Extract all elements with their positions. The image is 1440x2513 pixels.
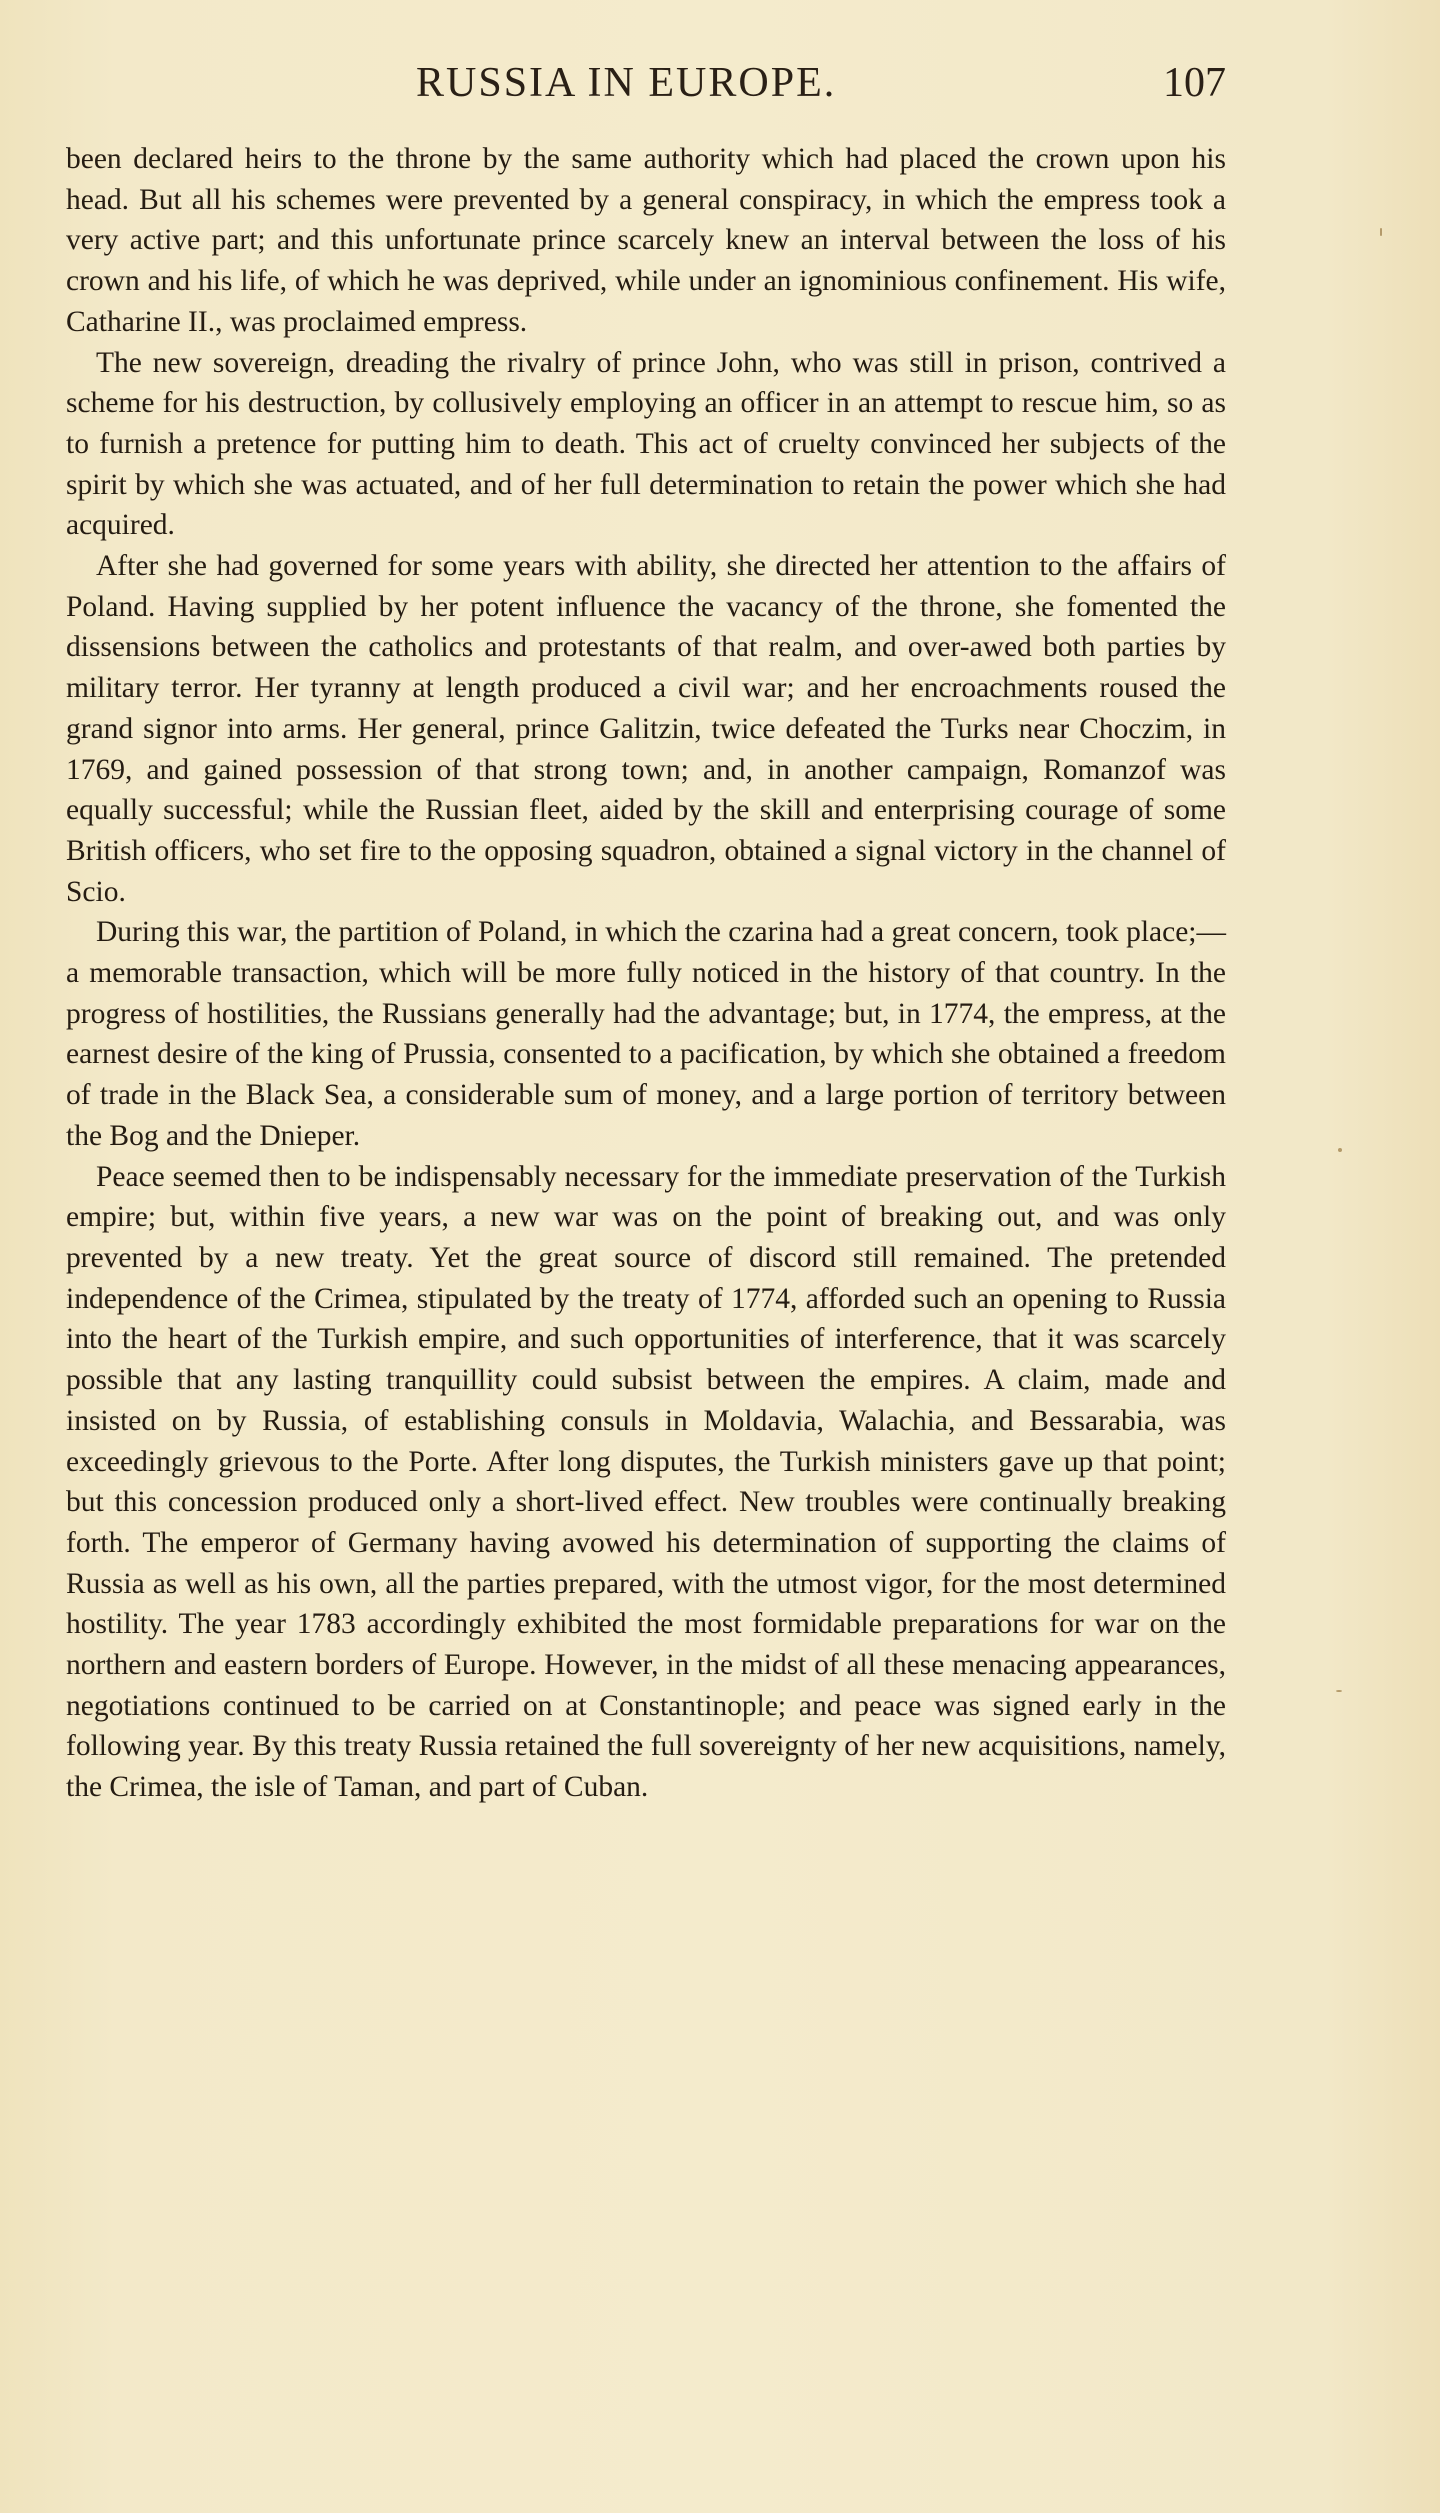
page-number: 107 — [1163, 60, 1226, 106]
paper-speck — [1380, 228, 1382, 236]
paragraph: After she had governed for some years with ability, she directed her attention to the affairs of Poland. Having supplied by her potent influence the vacancy of the throne, she fomented the dissensions between the catholics and protestants of that realm, and over-awed both parties by military terror. Her tyranny at length produced a civil war; and her encroachments roused the grand signor into arms. Her general, prince Galitzin, twice defeated the Turks near Choczim, in 1769, and gained possession of that strong town; and, in another campaign, Romanzof was equally successful; while the Russian fleet, aided by the skill and enterprising courage of some British officers, who set fire to the opposing squadron, obtained a signal victory in the channel of Scio. — [66, 550, 1226, 908]
paragraph: During this war, the partition of Poland, in which the czarina had a great concern, took place;—a memorable transaction, which will be more fully noticed in the history of that country. In the progress of hostilities, the Russians generally had the advantage; but, in 1774, the empress, at the earnest desire of the king of Prussia, consented to a pacification, by which she obtained a freedom of trade in the Black Sea, a considerable sum of money, and a large portion of territory between the Bog and the Dnieper. — [66, 916, 1226, 1152]
body-text — [66, 139, 1226, 1808]
paragraph: Peace seemed then to be indispensably necessary for the immediate preservation of the Turkish empire; but, within five years, a new war was on the point of breaking out, and was only prevented by a new treaty. Yet the great source of discord still remained. The pretended independence of the Crimea, stipulated by the treaty of 1774, afforded such an opening to Russia into the heart of the Turkish empire, and such opportunities of interference, that it was scarcely possible that any lasting tranquillity could subsist between the empires. A claim, made and insisted on by Russia, of establishing consuls in Moldavia, Walachia, and Bessarabia, was exceedingly grievous to the Porte. After long disputes, the Turkish ministers gave up that point; but this concession produced only a short-lived effect. New troubles were continually breaking forth. The emperor of Germany having avowed his determination of supporting the claims of Russia as well as his own, all the parties prepared, with the utmost vigor, for the most determined hostility. The year 1783 accordingly exhibited the most formidable preparations for war on the northern and eastern borders of Europe. However, in the midst of all these menacing appearances, negotiations continued to be carried on at Constantinople; and peace was signed early in the following year. By this treaty Russia retained the full sovereignty of her new acquisitions, namely, the Crimea, the isle of Taman, and part of Cuban. — [66, 1160, 1226, 1804]
paragraph: The new sovereign, dreading the rivalry of prince John, who was still in prison, contrived a scheme for his destruction, by collusively employing an officer in an attempt to rescue him, so as to furnish a pretence for putting him to death. This act of cruelty convinced her subjects of the spirit by which she was actuated, and of her full determination to retain the power which she had acquired. — [66, 346, 1226, 542]
running-head — [66, 48, 1226, 118]
paper-speck — [1336, 1690, 1342, 1692]
paper-speck — [1338, 1148, 1342, 1152]
paragraph-continued: been declared heirs to the throne by the same authority which had placed the crown upon his head. But all his schemes were prevented by a general conspiracy, in which the empress took a very active part; and this unfortunate prince scarcely knew an interval between the loss of his crown and his life, of which he was deprived, while under an ignominious confinement. His wife, Catharine II., was proclaimed empress. — [66, 143, 1226, 338]
running-title: RUSSIA IN EUROPE. — [416, 60, 837, 106]
